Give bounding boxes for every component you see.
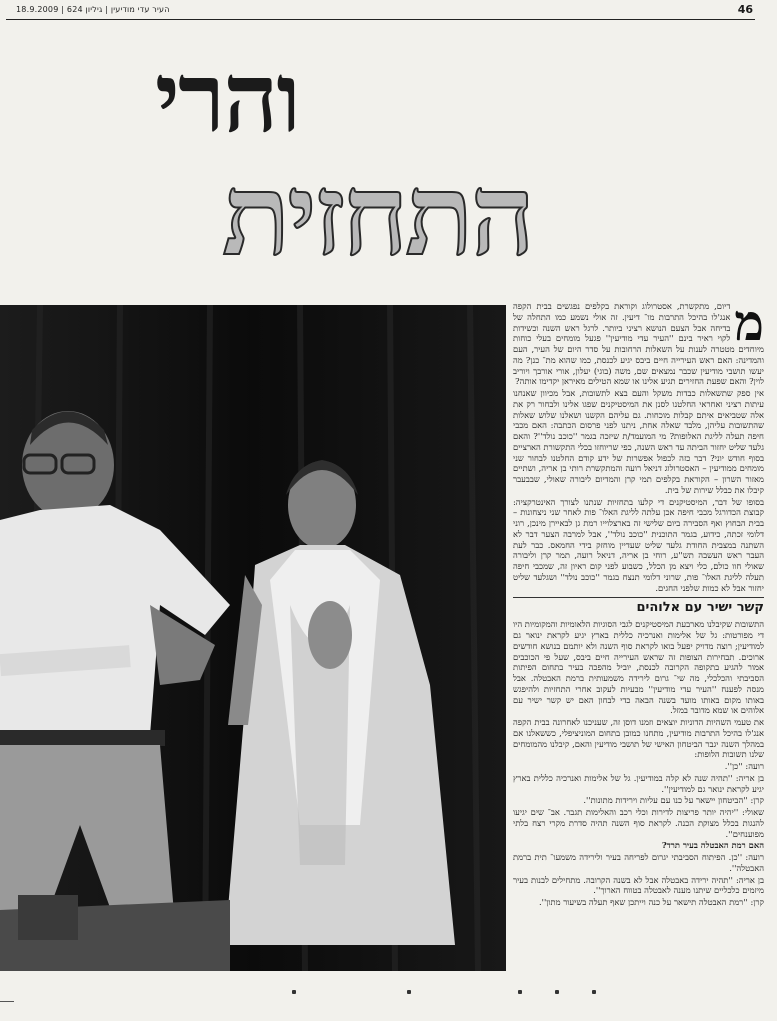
registration-mark [592, 990, 596, 994]
page-number: 46 [737, 3, 753, 16]
registration-mark [518, 990, 522, 994]
paragraph: את טעמי השהיות הדוניות יוצאים וזמנו דוסן זה, שעניכנו לאחרונה בבית הקפה אנג'לו בהיכל התרבות מודיעין, מתחנו כמובן בתחום המוניציפלי, כששאלנו אם במהלך השנה יגבר הביטחון האישי של תושבי מודיעין והאם, קיבלנו מהמומחים שלנו תשובות הלופות: [513, 717, 764, 760]
qa-question: האם רמת האבטלה בעיר תרד? [661, 840, 764, 851]
headline-line-1: והרי [154, 41, 299, 154]
crop-mark [0, 1001, 14, 1002]
paragraph: רועה: ''כן''. [724, 761, 764, 771]
paragraph: בסופו של דבר, המיסטיקנים די קלעו בתחזיות שנתנו לצורך האינטרקציה: קבוצת הכדורגל מכבי חיפה אכן עלתה לליגת האלו־ פות לאחר שני ניצחונות – בבית הבחוץ ואף הסבירה ביום שלישי זה בארצלוייו רמת גן לבאיירן מינכן, רוני דלומי זכתה, כידוע, בגמר התוכנית ''כוכב נולד'', אבל למרבה הצער דבר לא השתנה במצבית החודת גלעד שליט שעדיין מוחזק בידי החמאס. כבר לעת העבר ראש העשבה תש''ע, רוחי בן אריה, דניאל רועה, תמר קרן וליבורה שאולי חוו כולם, כלי ויצא מן הכלל, כשבוע לפני קום ראיון זה, שמכבי חיפה תעלה לליגת האלו־ פות, שרוני דלומי תנצח בגמר ''כוכב נולד'' ושגלעד שליט יחזור אבל לא כמות שלפני החגים. [513, 496, 764, 593]
registration-mark [292, 990, 296, 994]
dropcap: מ [734, 301, 764, 352]
paragraph: התשובות שקיבלנו מארבעת המיסטיקנים לגבי הסוגיות הלאומיות והמקומיות היו די מפורטות: גל של אלימות ואנרכיה כללית בארץ יגיע לקראת ינואר גם למודיעין; רוצה מדויק יפעל בואו לקראת סוף השנה ולא יותמם בנושא חודשים ארוכים. תבחירות הצופות זה שראש העירייה חיים ביבס, שעל פי הכוכבים אמור להגיע בתקופה הקרובה לכנסת, יוביל מהפכה בעיר בתחום הפיתות הסביבתי והכלכלי, מה שי־ גרום לירידה משמעותית ברמת האבטלה. אבל מנסה לפענח ''העיר עדי מודיעין'' מבעיות לעקוב אחרי התחזיות ולהיפגש באותו מקום באותו מועד בשנה הבאה כדי לבחון האם יש קשר ישיר עם אלוהים או שמא מדובר במזל. [513, 619, 764, 716]
article-photo [0, 305, 506, 971]
paragraph: דיום, מתקשרת, אסטרולוג וקוראת בקלפים נפגשים בבית הקפה אנג'לו בהיכל התרבות מו־ דיעין. זה אולי נשמע כמו התחלה של בדיחה אבל הצעם הנושא רציני ביותר. לרגל ראש השנה וכשידות לקוי ראיר בינם ''העיר עדי מודיעין'' פגעל מומחים בעלי כוחות מיוחדים מטטרה לענות על השאלות הרחובות על סדר היום של העיר, העם והמדינה: האם ראש העירייה חיים ביבס יגיע לכנסת, כמו שהוא מת־ כנן? מה יעשו תושבי מודיעין שכבר נמצאים שם, משה (בוגי) יעלון, אורי אורבך ויוריב לוין? והאם שפעת החזירים תגיע אלינו או שמא הטילים מאיראן יקדימו אותה? [513, 301, 764, 387]
paragraph: רועה: ''כן. הפיתוח הסביבתי יגרום לפריחה בעיר ולירידה משמעו־ תית ברמת האבטלה''. [513, 852, 764, 873]
registration-marks [0, 990, 777, 1002]
photo-illustration [0, 305, 506, 971]
header-divider [6, 19, 755, 20]
article-body [513, 301, 764, 973]
paragraph: קרן: ''הביטחון יישאר על כנו עם עליות וירידות מתונות''. [583, 795, 764, 806]
registration-mark [555, 990, 559, 994]
paragraph: קרן: ''רמת האבטלה תישאר על כנה וייתכן שאף תעלה בשיעור מתון''. [539, 897, 764, 907]
paragraph: שאולי: ''יהיה יותר פריצות לדירות וכלי רכב והאלימות תגבר. אב־ שים יגיעו להנגות בכלל מצוקת הכנה. לקראת סוף השנה תהיה סדרת מקרי רצח בלתי מפוענחים''. [513, 807, 764, 839]
subheading: קשר ישיר עם אלוהים [513, 597, 764, 616]
registration-mark [407, 990, 411, 994]
headline-line-2: התחזית [222, 150, 532, 281]
paragraph: בן אריה: ''תהיה ירידה באבטלה אבל לא בשנה הקרובה. מתחילים לבנות בעיר מיזמים כלכליים שיתנו מענה לאבטלה בטווח הארוך''. [513, 874, 764, 896]
paragraph: בן אריה: ''תהיה שנה לא קלה במודיעין. גל של אלימות ואנרכיה כללית בארץ יגיע לקראת ינואר גם למודיעין''. [513, 772, 764, 794]
paragraph: אין ספק שתשאלות כבדות משקל והעם בצא לתשובות, אבל מכיוון שאנחנו עיתות רציני ואחראי החלטנו לסנן את המיסטיקנים שפגו אלינו ולבחור רק את אלה שטביאים איתם קבלות מוכחות. גם עליהם הקשנו ושאלנו שלוש שאלות שהתשובות עליהן, מלבד שאלה אחת, ניתנו לפני פרסום הכתבה: האם מכבי חיפה תעלה לליגת האלופות? מי המועמד/ת שיזכה בגמר ''כוכב נולד''? והאם גלעד שליט יחזור הביתה עד ראש השנה, כפי שריוחזו בכלי התקשורת הארציים בסוף חודש יוני? דבר כזה לכפול אפשרות של ידע קודם החלטנו לבחור שני מומחים ממודיעין – האסטרולוג דניאל רועה והמתקשרת רותי בן אריה, ושתיים מאזור השרון – הקוראת בקלפים תמי קרן והמדיום ליבורה שאולי, שבבעבר קיבלו את כבלל שירות של בית. [513, 388, 764, 495]
issue-line: העיר עדי מודיעין | גיליון 624 | 18.9.2009 [16, 5, 170, 14]
